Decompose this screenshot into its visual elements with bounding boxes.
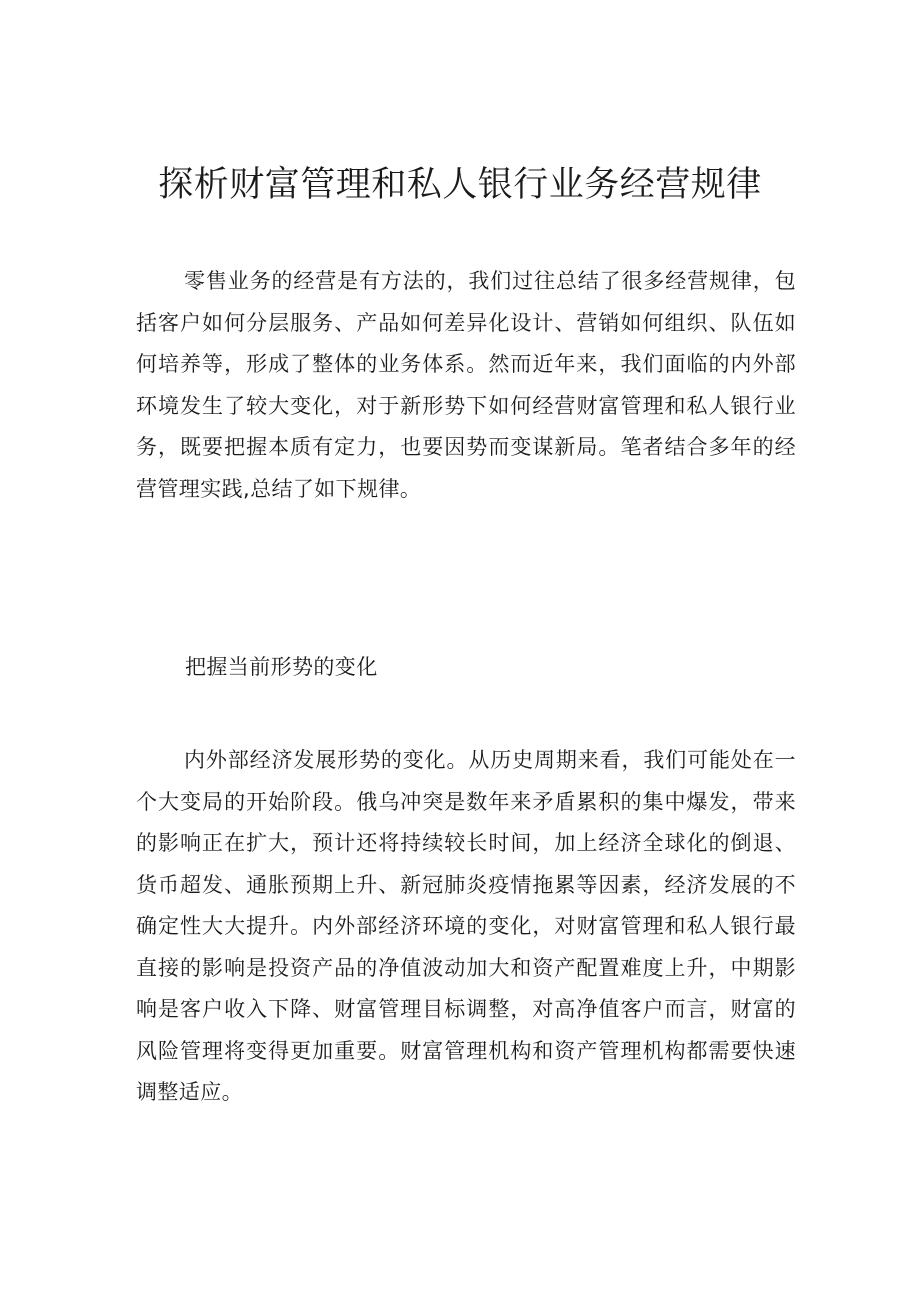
section-paragraph: 内外部经济发展形势的变化。从历史周期来看，我们可能处在一个大变局的开始阶段。俄乌冲突是数年来矛盾累积的集中爆发，带来的影响正在扩大，预计还将持续较长时间，加上经济全球化的倒退、货币超发、通胀预期上升、新冠肺炎疫情拖累等因素，经济发展的不确定性大大提升。内外部经济环境的变化，对财富管理和私人银行最直接的影响是投资产品的净值波动加大和资产配置难度上升，中期影响是客户收入下降、财富管理目标调整，对高净值客户而言，财富的风险管理将变得更加重要。财富管理机构和资产管理机构都需要快速调整适应。 [136, 748, 796, 1104]
section-heading: 把握当前形势的变化 [185, 655, 378, 679]
intro-paragraph: 零售业务的经营是有方法的，我们过往总结了很多经营规律，包括客户如何分层服务、产品如何差异化设计、营销如何组织、队伍如何培养等，形成了整体的业务体系。然而近年来，我们面临的内外部环境发生了较大变化，对于新形势下如何经营财富管理和私人银行业务，既要把握本质有定力，也要因势而变谋新局。笔者结合多年的经营管理实践,总结了如下规律。 [136, 269, 796, 501]
document-title: 探析财富管理和私人银行业务经营规律 [158, 165, 762, 205]
